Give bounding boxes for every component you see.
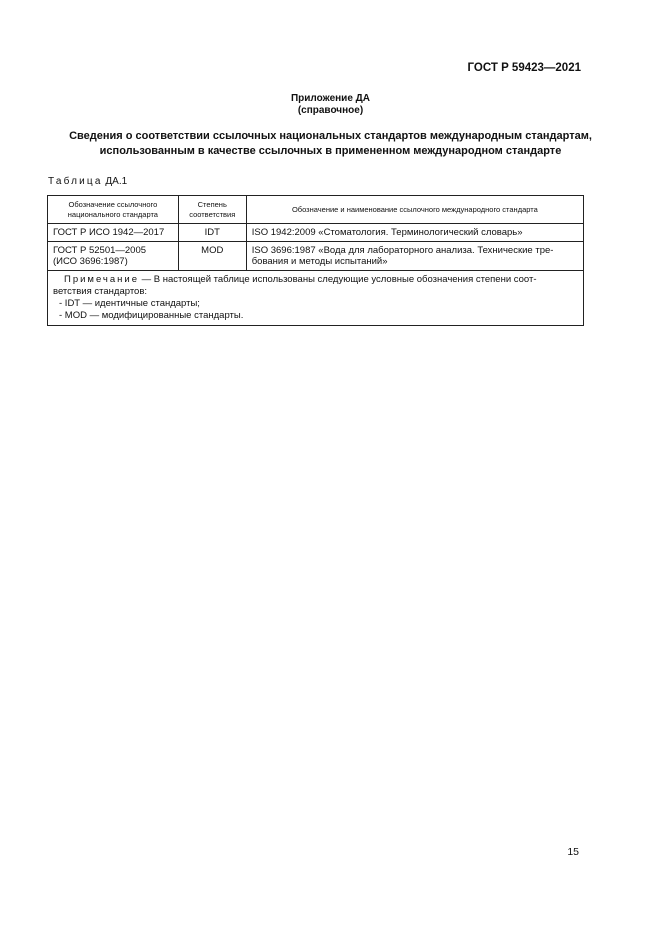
header-international-standard: Обозначение и наименование ссылочного международного стандарта [246, 196, 583, 224]
header-national-line-2: национального стандарта [67, 209, 158, 219]
table-note [48, 271, 584, 326]
standard-code: ГОСТ Р 59423—2021 [467, 62, 581, 74]
document-title [40, 129, 621, 159]
document-title-line-2: использованным в качестве ссылочных в примененном международном стандарте [99, 145, 562, 157]
international-standard-line-2: бования и методы испытаний» [251, 256, 388, 267]
appendix-kind: (справочное) [297, 105, 364, 116]
table-row [48, 224, 584, 242]
cell-national-standard [48, 224, 179, 242]
header-degree [178, 196, 246, 224]
note-item-mod: - MOD — модифицированные стандарты. [59, 310, 244, 321]
table-caption-id: ДА.1 [105, 176, 128, 187]
note-text-1: — В настоящей таблице использованы следующие условные обозначения степени соот- [139, 274, 537, 285]
table-row [48, 242, 584, 271]
document-title-line-1: Сведения о соответствии ссылочных национальных стандартов международным стандартам, [69, 130, 592, 142]
table-caption [48, 176, 127, 187]
table-caption-word: Таблица [48, 176, 103, 187]
header-national-line-1: Обозначение ссылочного [68, 199, 158, 209]
header-degree-line-2: соответствия [189, 209, 236, 219]
table-header-row [48, 196, 584, 224]
header-national-standard [48, 196, 179, 224]
header-degree-line-1: Степень [197, 199, 227, 209]
national-standard-line-1: ГОСТ Р ИСО 1942—2017 [53, 227, 165, 238]
cell-degree: IDT [178, 224, 246, 242]
reference-standards-table [47, 195, 584, 326]
appendix-heading [0, 93, 661, 117]
cell-national-standard [48, 242, 179, 271]
table-note-row [48, 271, 584, 326]
cell-degree: MOD [178, 242, 246, 271]
international-standard-line-1: ISO 3696:1987 «Вода для лабораторного анализа. Технические тре- [251, 245, 554, 256]
national-standard-line-1: ГОСТ Р 52501—2005 [53, 245, 147, 256]
note-line-1 [53, 274, 578, 286]
note-label: Примечание [64, 274, 139, 285]
cell-international-standard [246, 224, 583, 242]
national-standard-line-2: (ИСО 3696:1987) [53, 256, 128, 267]
note-line-2: ветствия стандартов: [53, 286, 148, 297]
international-standard-line-1: ISO 1942:2009 «Стоматология. Терминологический словарь» [251, 227, 523, 238]
cell-international-standard [246, 242, 583, 271]
appendix-name: Приложение ДА [290, 93, 371, 104]
page-number: 15 [567, 846, 579, 858]
note-item-idt: - IDT — идентичные стандарты; [59, 298, 200, 309]
